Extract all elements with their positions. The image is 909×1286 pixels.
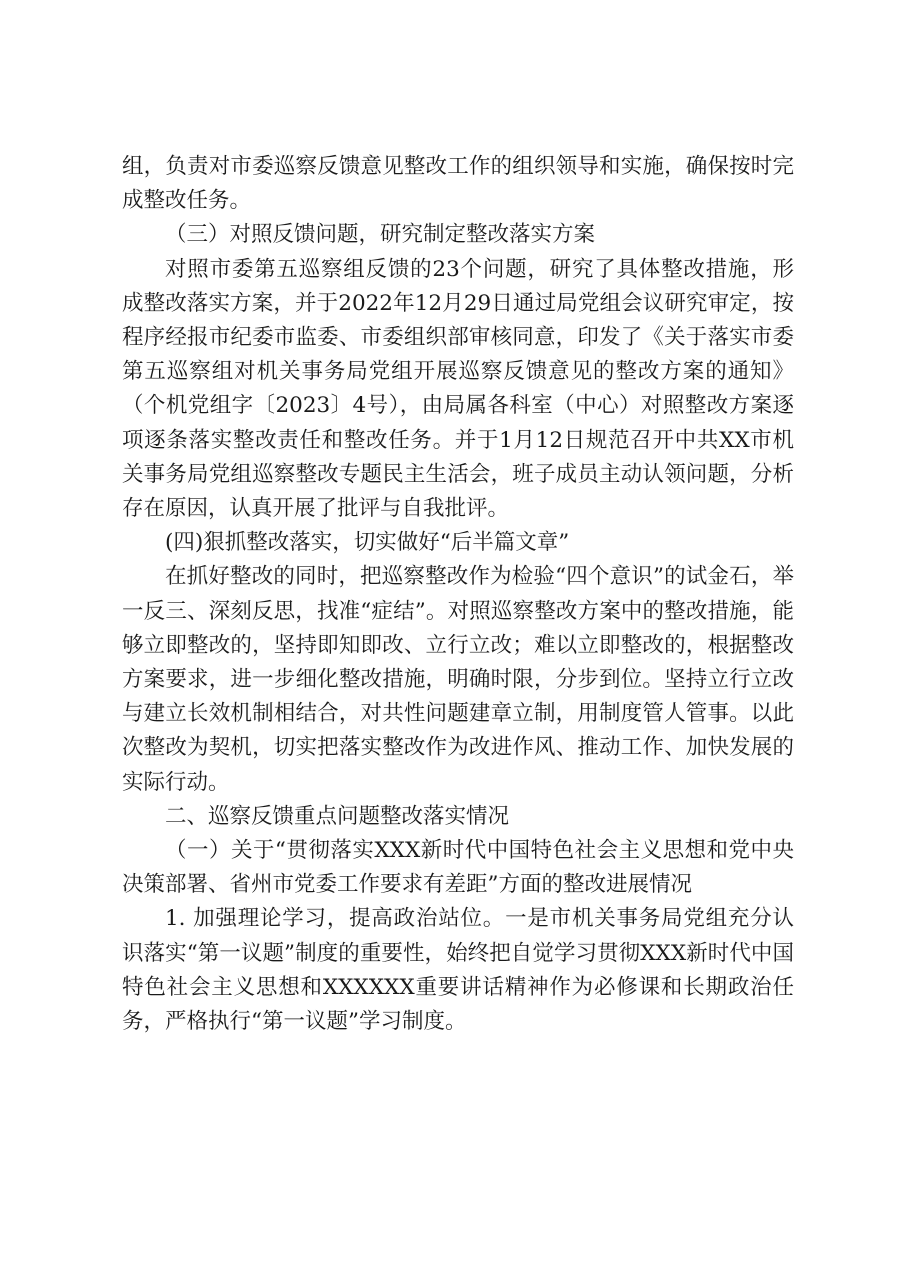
paragraph-theory-study: 1. 加强理论学习，提高政治站位。一是市机关事务局党组充分认识落实“第一议题”制度的重要性，始终把自觉学习贯彻XXX新时代中国特色社会主义思想和XXXXXX重要讲话精神作为必修课和长期政治任务，严格执行“第一议题”学习制度。: [122, 906, 794, 1035]
subheading-one: （一）关于“贯彻落实XXX新时代中国特色社会主义思想和党中央决策部署、省州市党委工作要求有差距”方面的整改进展情况: [122, 838, 794, 898]
document-body: [122, 150, 794, 1039]
paragraph-continued: 组，负责对市委巡察反馈意见整改工作的组织领导和实施，确保按时完成整改任务。: [122, 154, 794, 214]
section-heading-two: 二、巡察反馈重点问题整改落实情况: [165, 803, 510, 829]
paragraph-rectification-plan: 对照市委第五巡察组反馈的23个问题，研究了具体整改措施，形成整改落实方案，并于2022年12月29日通过局党组会议研究审定，按程序经报市纪委市监委、市委组织部审核同意，印发了《关于落实市委第五巡察组对机关事务局党组开展巡察反馈意见的整改方案的通知》（个机党组字〔2023〕4号），由局属各科室（中心）对照整改方案逐项逐条落实整改责任和整改任务。并于1月12日规范召开中共XX市机关事务局党组巡察整改专题民主生活会，班子成员主动认领问题，分析存在原因，认真开展了批评与自我批评。: [122, 256, 794, 522]
subheading-four: (四)狠抓整改落实，切实做好“后半篇文章”: [165, 530, 570, 556]
subheading-three: （三）对照反馈问题，研究制定整改落实方案: [165, 222, 596, 248]
paragraph-implementation: 在抓好整改的同时，把巡察整改作为检验“四个意识”的试金石，举一反三、深刻反思，找准“症结”。对照巡察整改方案中的整改措施，能够立即整改的，坚持即知即改、立行立改；难以立即整改的，根据整改方案要求，进一步细化整改措施，明确时限，分步到位。坚持立行立改与建立长效机制相结合，对共性问题建章立制，用制度管人管事。以此次整改为契机，切实把落实整改作为改进作风、推动工作、加快发展的实际行动。: [122, 564, 794, 795]
